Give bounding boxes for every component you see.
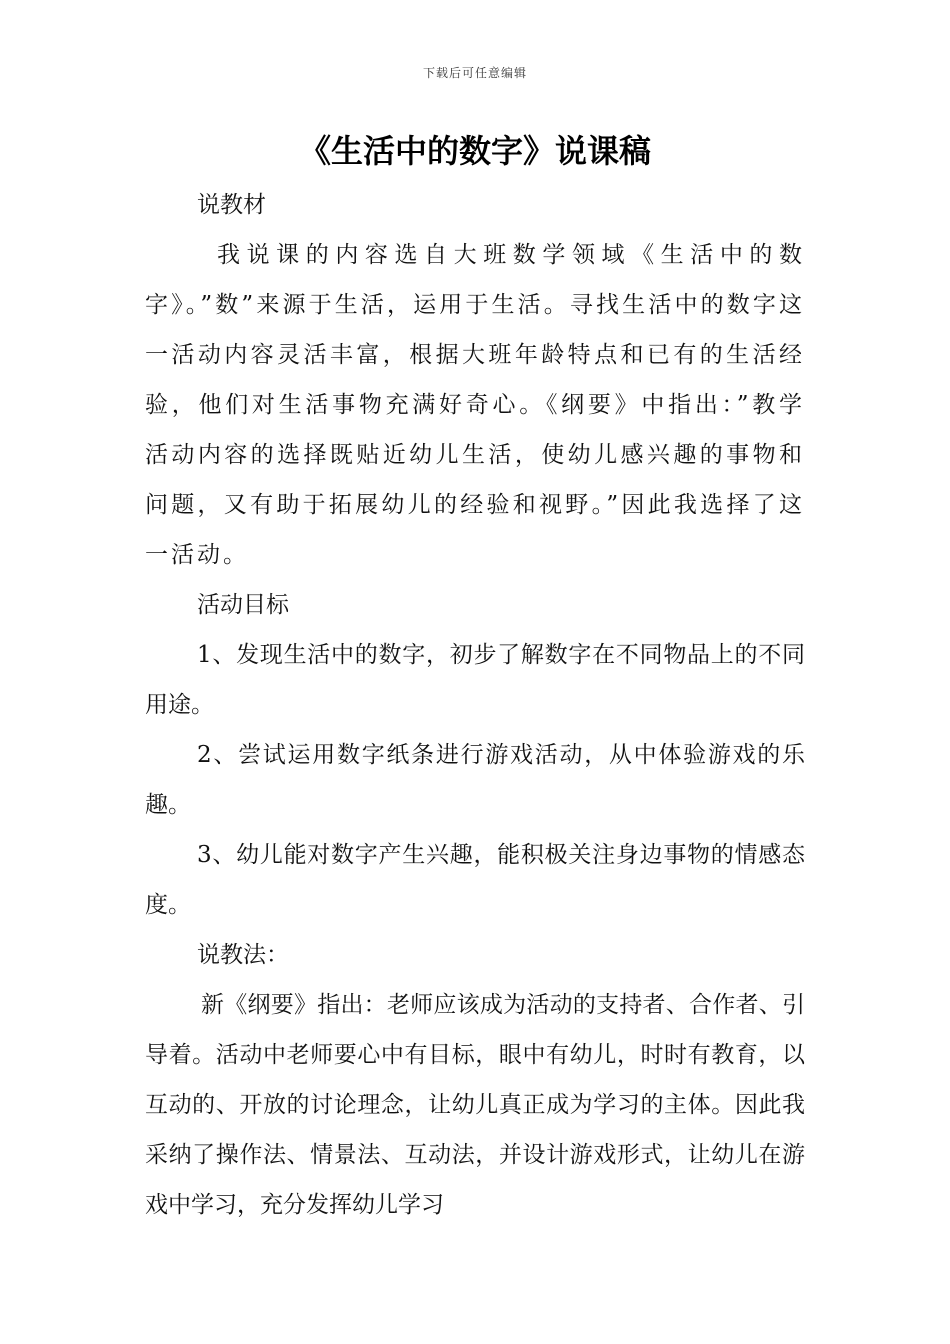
goal-item-3: 3、幼儿能对数字产生兴趣，能积极关注身边事物的情感态度。 (145, 842, 805, 918)
document-title: 《生活中的数字》说课稿 (298, 132, 651, 170)
section-heading-jiaocai: 说教材 (197, 192, 266, 218)
goal-item-2: 2、尝试运用数字纸条进行游戏活动，从中体验游戏的乐趣。 (145, 742, 805, 818)
paragraph-jiaofa: 新《纲要》指出：老师应该成为活动的支持者、合作者、引导着。活动中老师要心中有目标，眼中有幼儿，时时有教育，以互动的、开放的讨论理念，让幼儿真正成为学习的主体。因此我采纳了操作法、情景法、互动法，并设计游戏形式，让幼儿在游戏中学习，充分发挥幼儿学习 (145, 992, 805, 1218)
goal-item-1: 1、发现生活中的数字，初步了解数字在不同物品上的不同用途。 (145, 642, 805, 718)
document-body (145, 180, 805, 1230)
section-heading-jiaofa: 说教法： (197, 942, 289, 968)
paragraph-jiaocai: 我说课的内容选自大班数学领域《生活中的数字》。”数”来源于生活，运用于生活。寻找生活中的数字这一活动内容灵活丰富，根据大班年龄特点和已有的生活经验，他们对生活事物充满好奇心。《纲要》中指出：”教学活动内容的选择既贴近幼儿生活，使幼儿感兴趣的事物和问题，又有助于拓展幼儿的经验和视野。”因此我选择了这一活动。 (145, 242, 805, 568)
section-heading-goals: 活动目标 (197, 592, 289, 618)
header-note: 下载后可任意编辑 (422, 66, 527, 80)
